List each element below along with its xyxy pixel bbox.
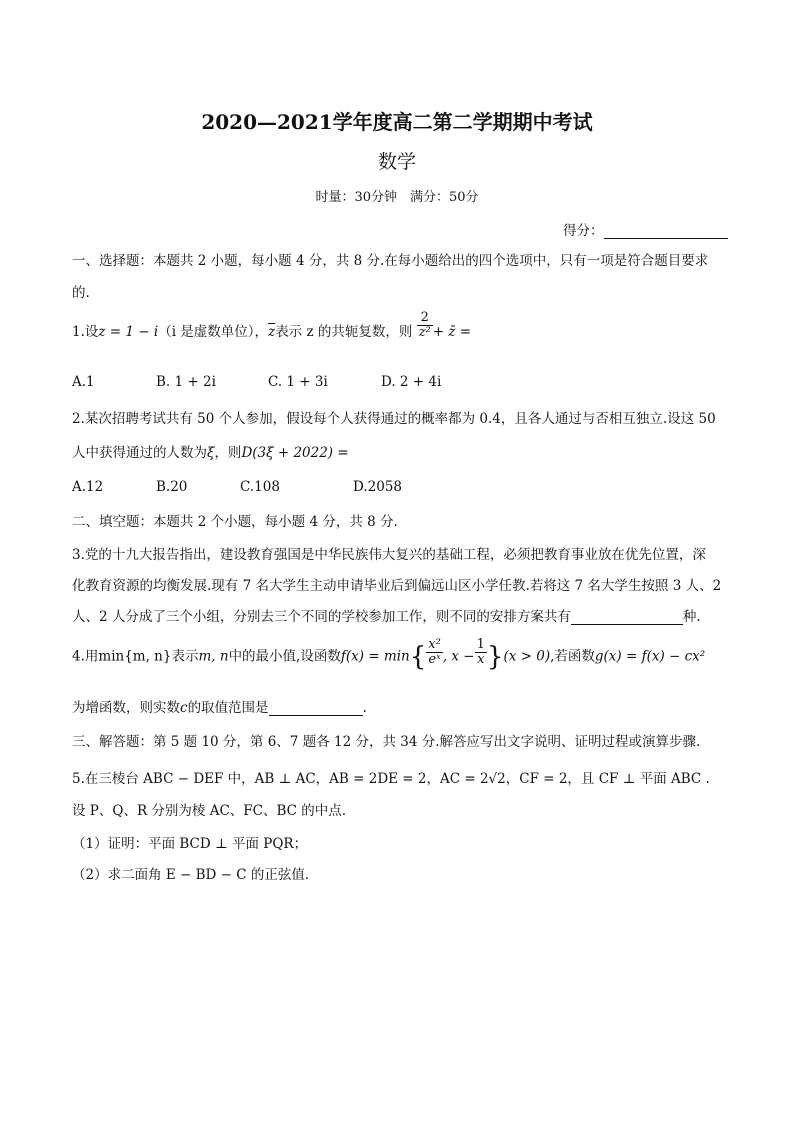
question-4-line1 — [72, 636, 706, 672]
q2-option-d: D.2058 — [353, 479, 402, 495]
question-5-line2: 设 P、Q、R 分别为棱 AC、FC、BC 的中点. — [72, 803, 347, 819]
q2-option-a: A.12 — [72, 479, 104, 495]
q1-text-b: （i 是虚数单位）， — [158, 324, 269, 340]
q2-xi: ξ — [207, 445, 215, 461]
q4-line2-text-b: 的取值范围是 — [187, 700, 269, 716]
q4-text-b: 表示 — [171, 648, 199, 665]
q4-mn: m, n — [198, 648, 229, 665]
subject-title: 数学 — [377, 151, 416, 173]
question-3-line1: 3.党的十九大报告指出，建设教育强国是中华民族伟大复兴的基础工程，必须把教育事业放在优先位置，深 — [72, 547, 706, 563]
q2-option-b: B.20 — [156, 479, 188, 495]
q1-option-b: B. 1 + 2i — [156, 374, 216, 390]
section3-heading: 三、解答题：第 5 题 10 分，第 6、7 题各 12 分，共 34 分.解答应写出文字说明、证明过程或演算步骤. — [72, 734, 701, 750]
question-3-line2: 化教育资源的均衡发展.现有 7 名大学生主动申请毕业后到偏远山区小学任教.若将这 7 名大学生按照 3 人、2 — [72, 578, 722, 594]
q4-g-expr: g(x) = f(x) − cx² — [594, 648, 706, 665]
q2-text-a: 人中获得通过的人数为 — [72, 445, 207, 461]
q4-answer-blank — [269, 701, 363, 716]
q1-option-d: D. 2 + 4i — [381, 374, 442, 390]
q1-text-a: 1.设 — [72, 324, 99, 340]
exam-title: 2020—2021学年度高二第二学期期中考试 — [201, 110, 593, 134]
q3-text-a: 人、2 人分成了三个小组，分别去三个不同的学校参加工作，则不同的安排方案共有 — [72, 609, 571, 625]
q4-mid: , x − — [442, 648, 475, 665]
q4-line2-text-a: 为增函数，则实数 — [72, 700, 180, 716]
q1-expr: z = 1 − i — [98, 324, 159, 340]
q3-answer-blank — [571, 610, 683, 625]
q2-expr: D(3ξ + 2022) = — [241, 445, 349, 461]
q4-c: c — [180, 700, 188, 716]
q4-text-a: 4.用 — [72, 648, 99, 665]
exam-meta: 时量：30分钟 满分：50分 — [315, 190, 479, 205]
question-5-line1: 5.在三棱台 ABC − DEF 中，AB ⊥ AC，AB = 2DE = 2，AC = 2√2，CF = 2，且 CF ⊥ 平面 ABC . — [72, 771, 710, 787]
question-2-line1: 2.某次招聘考试共有 50 个人参加，假设每个人获得通过的概率都为 0.4，且各人通过与否相互独立.设这 50 — [72, 411, 716, 427]
q4-min-expr: min{m, n} — [98, 648, 172, 665]
q4-right-brace: } — [486, 642, 504, 672]
q2-option-c: C.108 — [240, 479, 280, 495]
section1-heading-line1: 一、选择题：本题共 2 小题，每小题 4 分，共 8 分.在每小题给出的四个选项中，只有一项是符合题目要求 — [72, 253, 709, 269]
q4-fraction-1: $\frac{\text{x²}}{\text{eˣ}}$ — [428, 636, 441, 667]
q1-zbar: $\overline{z}$ — [268, 324, 276, 340]
question-5-sub1: （1）证明：平面 BCD ⊥ 平面 PQR； — [72, 836, 308, 852]
q4-cond: (x > 0) — [503, 648, 551, 665]
q4-fraction-2: $\frac{1}{x}$ — [476, 636, 485, 667]
question-4-line2 — [72, 696, 367, 716]
section2-heading: 二、填空题：本题共 2 个小题，每小题 4 分，共 8 分. — [72, 514, 398, 530]
q1-option-c: C. 1 + 3i — [268, 374, 328, 390]
question-1-stem — [72, 310, 472, 340]
section1-heading-line2: 的. — [72, 285, 90, 301]
q4-f-expr: f(x) = min — [340, 648, 410, 665]
q1-tail: + z̄ = — [432, 324, 472, 340]
score-blank — [604, 224, 728, 239]
q2-text-c: ，则 — [214, 445, 242, 461]
q1-fraction: $\frac{2}{\text{z²}}$ — [418, 310, 431, 340]
q4-text-d: 中的最小值,设函数 — [228, 648, 341, 665]
q3-text-b: 种. — [682, 609, 701, 625]
score-label: 得分： — [563, 223, 604, 239]
question-3-line3 — [72, 605, 701, 625]
question-5-sub2: （2）求二面角 E − BD − C 的正弦值. — [72, 867, 310, 883]
q4-text-e: ,若函数 — [550, 648, 595, 665]
question-2-line2 — [72, 441, 349, 461]
q4-line2-end: . — [362, 700, 367, 716]
score-field — [563, 219, 728, 239]
q1-text-c: 表示 z 的共轭复数，则 — [275, 324, 413, 340]
q4-left-brace: { — [409, 642, 427, 672]
q1-option-a: A.1 — [72, 374, 95, 390]
